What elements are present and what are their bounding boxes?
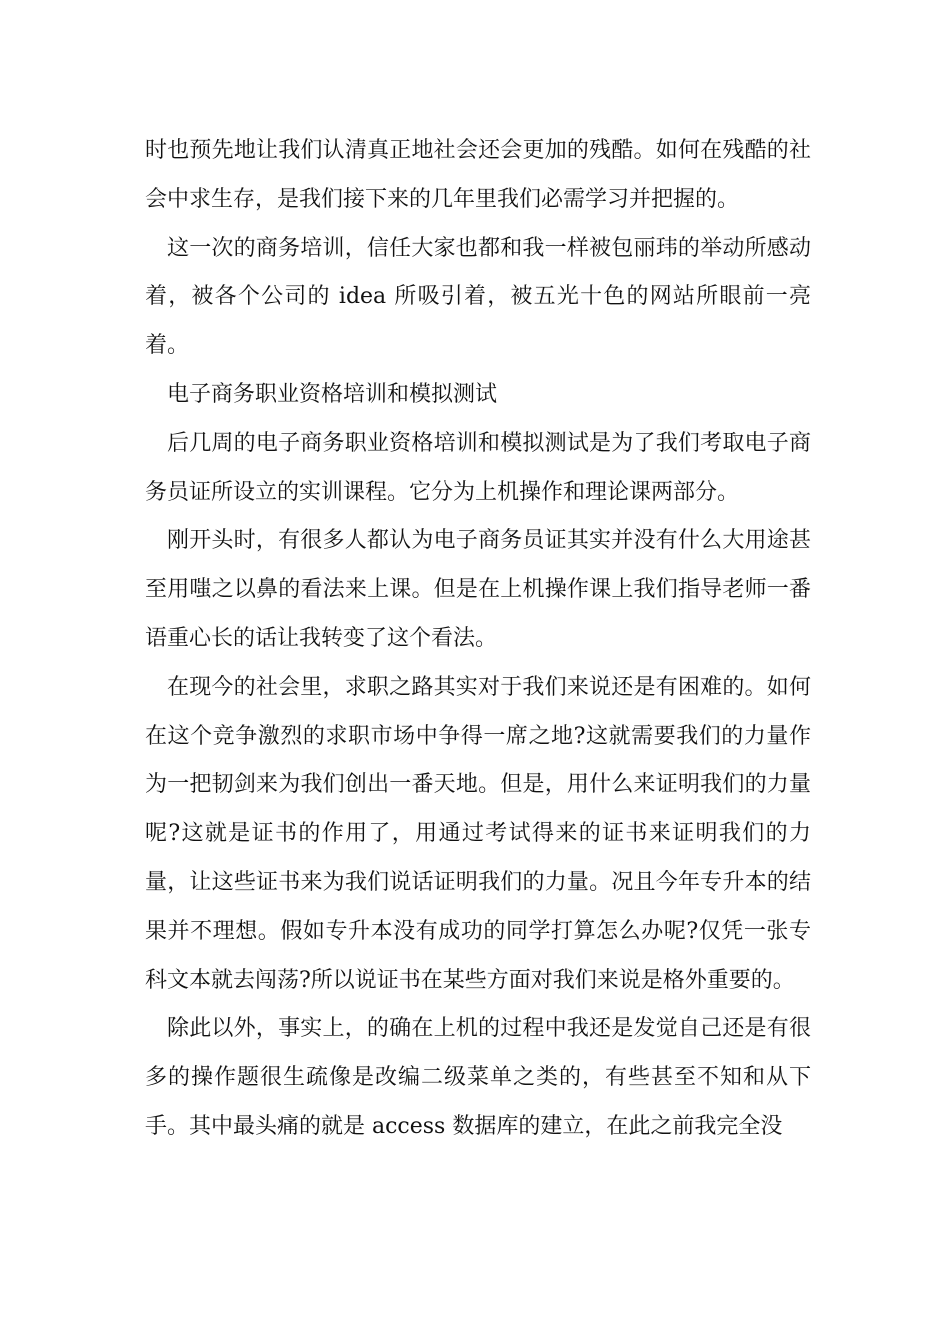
paragraph-training-intro: 后几周的电子商务职业资格培训和模拟测试是为了我们考取电子商务员证所设立的实训课程。它分为上机操作和理论课两部分。 xyxy=(145,430,811,505)
paragraph-certificate-importance: 在现今的社会里，求职之路其实对于我们来说还是有困难的。如何在这个竞争激烈的求职市场中争得一席之地?这就需要我们的力量作为一把韧剑来为我们创出一番天地。但是，用什么来证明我们的力量呢?这就是证书的作用了，用通过考试得来的证书来证明我们的力量，让这些证书来为我们说话证明我们的力量。况且今年专升本的结果并不理想。假如专升本没有成功的同学打算怎么办呢?仅凭一张专科文本就去闯荡?所以说证书在某些方面对我们来说是格外重要的。 xyxy=(145,674,811,993)
paragraph-operation-difficulties: 除此以外，事实上，的确在上机的过程中我还是发觉自己还是有很多的操作题很生疏像是改编二级菜单之类的，有些甚至不知和从下手。其中最头痛的就是 access 数据库的建立，在此之前我完全没 xyxy=(145,1016,811,1139)
paragraph-initial-attitude: 刚开头时，有很多人都认为电子商务员证其实并没有什么大用途甚至用嗤之以鼻的看法来上课。但是在上机操作课上我们指导老师一番语重心长的话让我转变了这个看法。 xyxy=(145,528,811,651)
section-heading: 电子商务职业资格培训和模拟测试 xyxy=(167,381,498,407)
paragraph-business-training: 这一次的商务培训，信任大家也都和我一样被包丽玮的举动所感动着，被各个公司的 idea 所吸引着，被五光十色的网站所眼前一亮着。 xyxy=(145,235,811,359)
document-body xyxy=(145,127,811,1152)
paragraph-continuation: 时也预先地让我们认清真正地社会还会更加的残酷。如何在残酷的社会中求生存，是我们接下来的几年里我们必需学习并把握的。 xyxy=(145,138,811,212)
